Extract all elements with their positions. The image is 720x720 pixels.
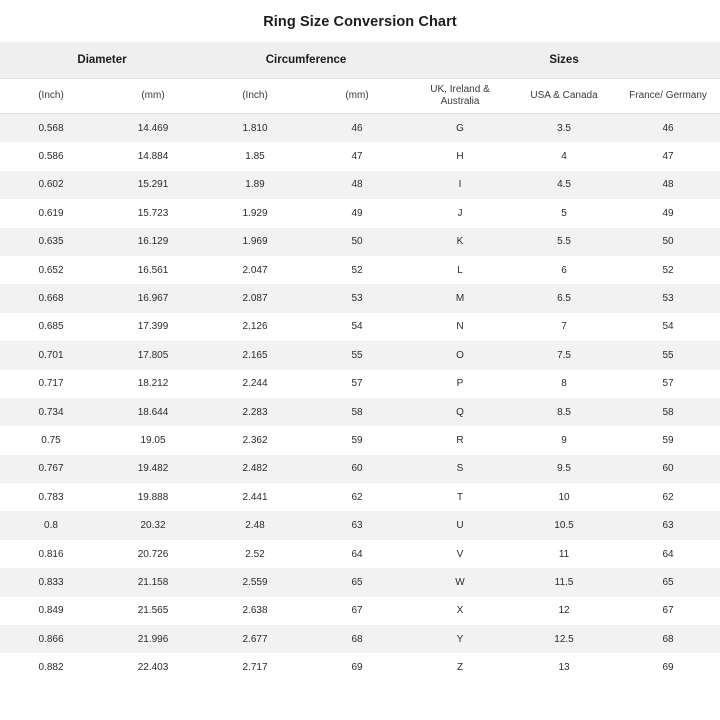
table-cell: 48 — [306, 171, 408, 199]
table-cell: 49 — [306, 199, 408, 227]
table-cell: 0.882 — [0, 653, 102, 681]
table-row — [0, 568, 720, 596]
table-cell: 9.5 — [512, 455, 616, 483]
table-cell: 47 — [306, 142, 408, 170]
table-row — [0, 426, 720, 454]
table-cell: U — [408, 511, 512, 539]
table-cell: 2.559 — [204, 568, 306, 596]
table-cell: 50 — [306, 228, 408, 256]
column-header: UK, Ireland & Australia — [408, 79, 512, 114]
table-cell: 2.244 — [204, 370, 306, 398]
table-row — [0, 398, 720, 426]
ring-size-table — [0, 42, 720, 682]
table-cell: 0.8 — [0, 511, 102, 539]
table-cell: X — [408, 597, 512, 625]
table-cell: 22.403 — [102, 653, 204, 681]
column-header: (Inch) — [0, 79, 102, 114]
table-cell: 1.810 — [204, 114, 306, 143]
table-cell: 0.734 — [0, 398, 102, 426]
column-group-header: Sizes — [408, 42, 720, 79]
table-cell: 64 — [616, 540, 720, 568]
table-cell: 53 — [616, 284, 720, 312]
table-cell: 2.52 — [204, 540, 306, 568]
table-cell: 0.717 — [0, 370, 102, 398]
page-title: Ring Size Conversion Chart — [263, 14, 457, 30]
table-cell: 63 — [616, 511, 720, 539]
table-cell: 0.635 — [0, 228, 102, 256]
table-cell: 68 — [306, 625, 408, 653]
table-cell: 0.668 — [0, 284, 102, 312]
table-cell: Q — [408, 398, 512, 426]
table-cell: 59 — [306, 426, 408, 454]
table-row — [0, 199, 720, 227]
table-cell: 7 — [512, 313, 616, 341]
table-cell: K — [408, 228, 512, 256]
table-cell: 10 — [512, 483, 616, 511]
table-cell: 60 — [306, 455, 408, 483]
table-cell: 62 — [306, 483, 408, 511]
table-row — [0, 483, 720, 511]
table-row — [0, 511, 720, 539]
table-cell: 12 — [512, 597, 616, 625]
table-cell: 49 — [616, 199, 720, 227]
table-cell: 69 — [616, 653, 720, 681]
table-cell: 15.291 — [102, 171, 204, 199]
table-group-header-row — [0, 42, 720, 79]
table-cell: M — [408, 284, 512, 312]
table-cell: 7.5 — [512, 341, 616, 369]
table-cell: 46 — [306, 114, 408, 143]
table-cell: 0.586 — [0, 142, 102, 170]
table-cell: 55 — [306, 341, 408, 369]
table-cell: 4 — [512, 142, 616, 170]
table-cell: 12.5 — [512, 625, 616, 653]
table-cell: 19.888 — [102, 483, 204, 511]
table-cell: 58 — [306, 398, 408, 426]
table-cell: S — [408, 455, 512, 483]
table-row — [0, 540, 720, 568]
table-cell: V — [408, 540, 512, 568]
table-row — [0, 228, 720, 256]
table-cell: 2.441 — [204, 483, 306, 511]
table-cell: 2.087 — [204, 284, 306, 312]
table-cell: 20.32 — [102, 511, 204, 539]
table-cell: 2.482 — [204, 455, 306, 483]
table-cell: 0.767 — [0, 455, 102, 483]
table-cell: 2.48 — [204, 511, 306, 539]
table-cell: 0.685 — [0, 313, 102, 341]
table-row — [0, 256, 720, 284]
table-cell: 16.967 — [102, 284, 204, 312]
table-cell: 57 — [616, 370, 720, 398]
table-cell: 15.723 — [102, 199, 204, 227]
table-cell: 1.929 — [204, 199, 306, 227]
table-cell: N — [408, 313, 512, 341]
table-cell: 18.212 — [102, 370, 204, 398]
table-cell: 47 — [616, 142, 720, 170]
table-cell: 16.561 — [102, 256, 204, 284]
table-cell: 17.399 — [102, 313, 204, 341]
table-cell: 58 — [616, 398, 720, 426]
table-cell: 13 — [512, 653, 616, 681]
table-cell: 21.565 — [102, 597, 204, 625]
table-cell: 19.482 — [102, 455, 204, 483]
table-cell: 6.5 — [512, 284, 616, 312]
column-header: (Inch) — [204, 79, 306, 114]
table-cell: 54 — [616, 313, 720, 341]
table-row — [0, 597, 720, 625]
table-cell: 62 — [616, 483, 720, 511]
table-cell: 0.783 — [0, 483, 102, 511]
table-row — [0, 313, 720, 341]
table-row — [0, 114, 720, 143]
table-cell: 21.158 — [102, 568, 204, 596]
column-header: France/ Germany — [616, 79, 720, 114]
table-cell: 2.362 — [204, 426, 306, 454]
table-cell: 68 — [616, 625, 720, 653]
table-cell: 65 — [306, 568, 408, 596]
table-cell: 19.05 — [102, 426, 204, 454]
table-cell: 11 — [512, 540, 616, 568]
table-cell: 67 — [616, 597, 720, 625]
table-row — [0, 455, 720, 483]
column-header: USA & Canada — [512, 79, 616, 114]
table-body — [0, 42, 720, 682]
table-cell: Z — [408, 653, 512, 681]
table-cell: J — [408, 199, 512, 227]
table-cell: 18.644 — [102, 398, 204, 426]
table-cell: 69 — [306, 653, 408, 681]
table-cell: 2.638 — [204, 597, 306, 625]
table-header-row — [0, 79, 720, 114]
table-cell: 1.969 — [204, 228, 306, 256]
table-cell: 0.866 — [0, 625, 102, 653]
column-header: (mm) — [102, 79, 204, 114]
table-cell: 0.75 — [0, 426, 102, 454]
table-cell: 0.849 — [0, 597, 102, 625]
table-cell: 5 — [512, 199, 616, 227]
column-group-header: Diameter — [0, 42, 204, 79]
table-cell: G — [408, 114, 512, 143]
table-cell: 65 — [616, 568, 720, 596]
table-cell: 46 — [616, 114, 720, 143]
table-cell: H — [408, 142, 512, 170]
table-cell: T — [408, 483, 512, 511]
table-cell: 0.833 — [0, 568, 102, 596]
table-cell: 11.5 — [512, 568, 616, 596]
table-row — [0, 284, 720, 312]
table-row — [0, 625, 720, 653]
table-cell: 0.619 — [0, 199, 102, 227]
table-row — [0, 341, 720, 369]
table-cell: 1.85 — [204, 142, 306, 170]
table-cell: 2.126 — [204, 313, 306, 341]
table-row — [0, 653, 720, 681]
table-cell: 0.602 — [0, 171, 102, 199]
table-cell: 52 — [306, 256, 408, 284]
table-cell: 8.5 — [512, 398, 616, 426]
table-row — [0, 370, 720, 398]
table-cell: 2.677 — [204, 625, 306, 653]
table-cell: 17.805 — [102, 341, 204, 369]
table-cell: 52 — [616, 256, 720, 284]
table-cell: 59 — [616, 426, 720, 454]
table-cell: 20.726 — [102, 540, 204, 568]
table-cell: 9 — [512, 426, 616, 454]
table-cell: 57 — [306, 370, 408, 398]
table-cell: 21.996 — [102, 625, 204, 653]
table-cell: 2.283 — [204, 398, 306, 426]
table-cell: 0.701 — [0, 341, 102, 369]
table-cell: 6 — [512, 256, 616, 284]
table-cell: 1.89 — [204, 171, 306, 199]
table-cell: 14.884 — [102, 142, 204, 170]
table-cell: 0.568 — [0, 114, 102, 143]
table-cell: 4.5 — [512, 171, 616, 199]
table-cell: 67 — [306, 597, 408, 625]
table-cell: 53 — [306, 284, 408, 312]
table-cell: 10.5 — [512, 511, 616, 539]
table-cell: 2.047 — [204, 256, 306, 284]
table-cell: 2.717 — [204, 653, 306, 681]
table-cell: 0.652 — [0, 256, 102, 284]
table-cell: 48 — [616, 171, 720, 199]
table-cell: P — [408, 370, 512, 398]
table-cell: 5.5 — [512, 228, 616, 256]
table-cell: I — [408, 171, 512, 199]
table-row — [0, 142, 720, 170]
column-group-header: Circumference — [204, 42, 408, 79]
table-cell: 16.129 — [102, 228, 204, 256]
table-cell: 54 — [306, 313, 408, 341]
table-cell: 50 — [616, 228, 720, 256]
table-cell: 14.469 — [102, 114, 204, 143]
table-cell: 8 — [512, 370, 616, 398]
table-cell: W — [408, 568, 512, 596]
table-cell: 55 — [616, 341, 720, 369]
table-cell: 3.5 — [512, 114, 616, 143]
table-cell: 2.165 — [204, 341, 306, 369]
table-cell: 0.816 — [0, 540, 102, 568]
table-row — [0, 171, 720, 199]
table-cell: 64 — [306, 540, 408, 568]
table-cell: 63 — [306, 511, 408, 539]
table-cell: 60 — [616, 455, 720, 483]
table-cell: L — [408, 256, 512, 284]
table-cell: Y — [408, 625, 512, 653]
column-header: (mm) — [306, 79, 408, 114]
table-cell: O — [408, 341, 512, 369]
table-cell: R — [408, 426, 512, 454]
